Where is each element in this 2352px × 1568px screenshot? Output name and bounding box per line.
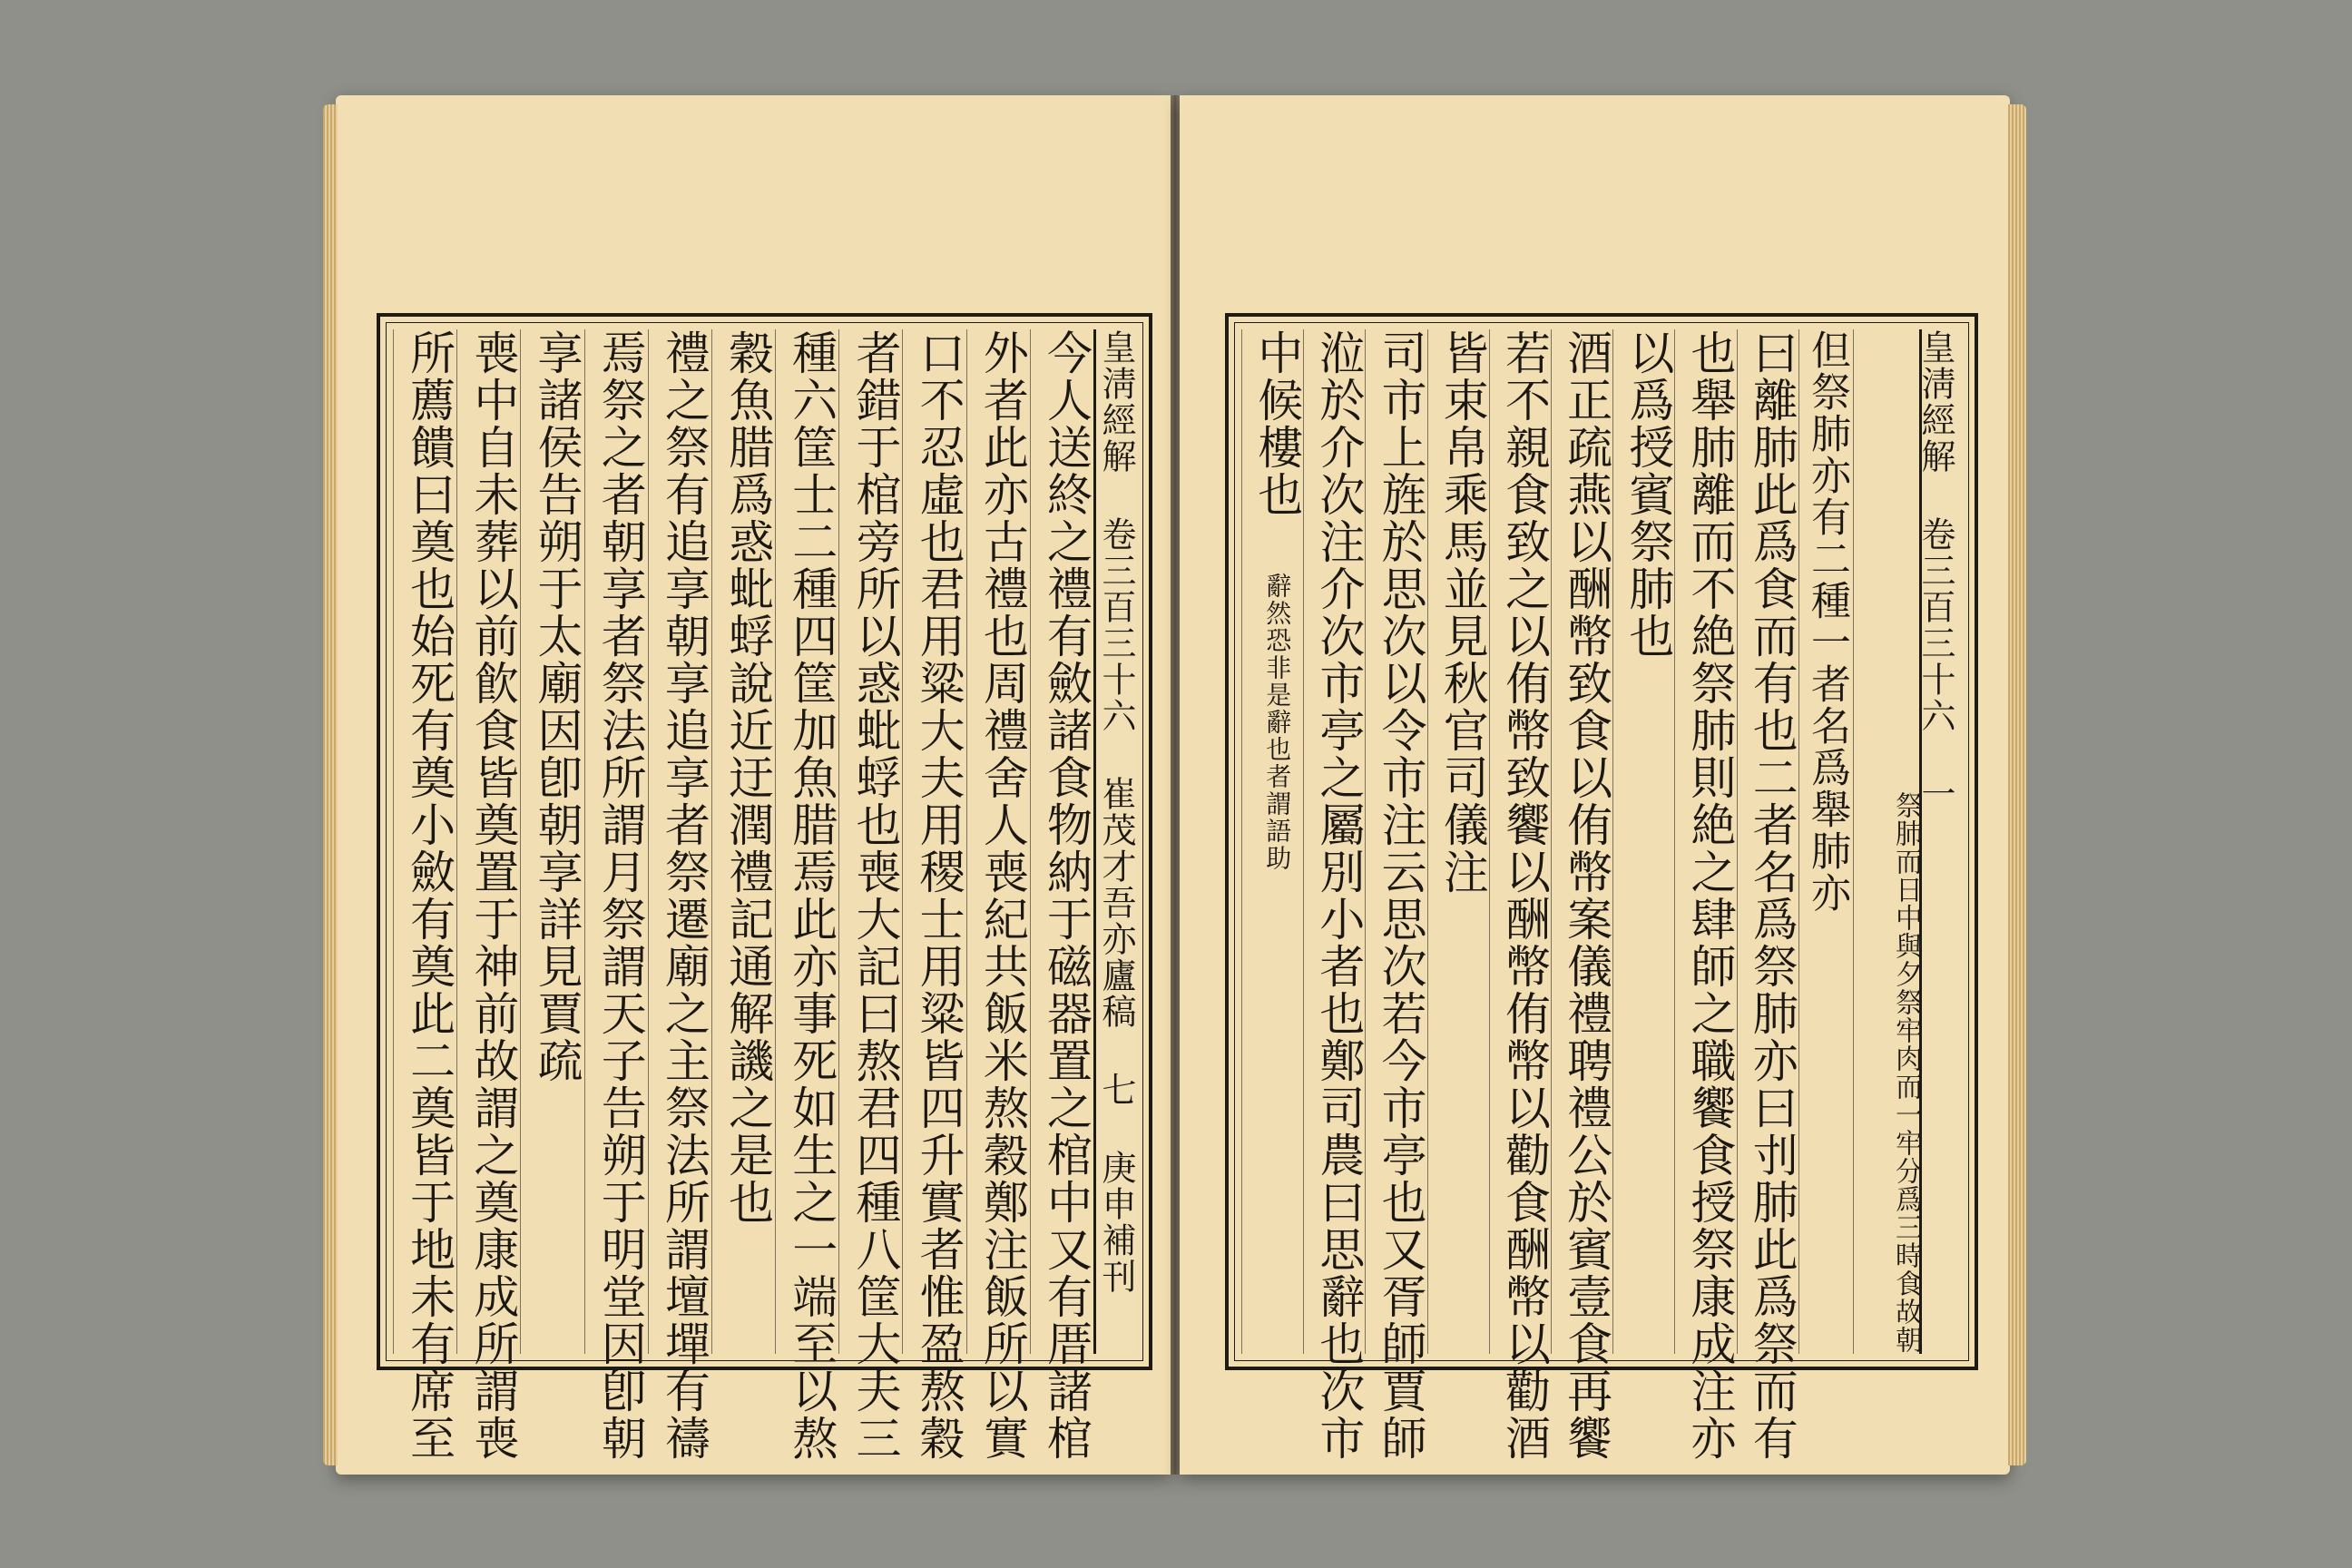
left-margin-column <box>1093 329 1136 1354</box>
text-column: 所薦饋曰奠也始死有奠小斂有奠此二奠皆于地未有席至 <box>393 329 456 1354</box>
right-text-frame <box>1225 313 1978 1462</box>
margin-volume: 卷三百三十六 <box>1096 516 1136 734</box>
text-column: 今人送終之禮有斂諸食物納于磁器置之棺中又有厝諸棺 <box>1030 329 1093 1354</box>
text-column: 焉祭之者朝享者祭法所謂月祭謂天子告朔于明堂因卽朝 <box>584 329 648 1354</box>
text-column: 酒正疏燕以酬幣致食以侑幣案儀禮聘禮公於賓壹食再饗 <box>1551 329 1612 1354</box>
left-page <box>336 95 1171 1475</box>
text-column: 也舉肺離而不絶祭肺則絶之肆師之職饗食授祭康成注亦 <box>1674 329 1736 1354</box>
open-book <box>336 95 2010 1475</box>
text-column: 口不忍虛也君用粱大夫用稷士用粱皆四升實者惟盈熬穀 <box>902 329 965 1354</box>
right-margin-column <box>1916 329 1962 1354</box>
commentary-small: 祭肺而日中與夕祭牢肉 <box>1890 791 1922 1073</box>
text-column: 以爲授賓祭肺也 <box>1612 329 1674 1354</box>
commentary-small: 辭然恐非是 <box>1262 573 1293 709</box>
commentary-pair <box>1262 573 1293 872</box>
main-text: 中候樓也 <box>1250 329 1304 518</box>
text-column: 種六筐士二種四筐加魚腊焉此亦事死如生之一端至以熬 <box>775 329 838 1354</box>
text-column: 皆束帛乘馬並見秋官司儀注 <box>1427 329 1489 1354</box>
text-column-annotated <box>1853 329 1922 1354</box>
margin-title: 皇淸經解 <box>1916 329 1955 475</box>
margin-title: 皇淸經解 <box>1096 329 1136 475</box>
text-column: 穀魚腊爲惑蚍蜉說近迂潤禮記通解譏之是也 <box>711 329 775 1354</box>
margin-volume: 卷三百三十六 <box>1916 516 1955 734</box>
text-column: 外者此亦古禮也周禮舍人喪紀共飯米熬穀鄭注飯所以實 <box>966 329 1030 1354</box>
text-column: 司市上旌於思次以令市注云思次若今市亭也又胥師賈師 <box>1365 329 1426 1354</box>
text-column: 享諸侯告朔于太廟因卽朝享詳見賈疏 <box>520 329 583 1354</box>
left-text-frame <box>377 313 1152 1462</box>
margin-page-no: 一 <box>1916 776 1955 812</box>
text-column-last <box>1241 329 1303 1354</box>
page-edges-right <box>2008 104 2026 1465</box>
margin-page-no: 七 <box>1096 1072 1136 1108</box>
commentary-small: 辭也者謂語助 <box>1262 709 1293 872</box>
page-edges-left <box>323 104 338 1465</box>
text-column-continued: 但祭肺亦有二種一者名爲舉肺亦 <box>1798 329 1853 1354</box>
text-column: 者錯于棺旁所以惑蚍蜉也喪大記曰熬君四種八筐大夫三 <box>838 329 902 1354</box>
text-column: 涖於介次注介次市亭之屬別小者也鄭司農曰思辭也次市 <box>1303 329 1365 1354</box>
margin-publisher: 庚申補刊 <box>1096 1150 1136 1295</box>
commentary-small: 而一牢分爲三時食故朝 <box>1890 1073 1922 1354</box>
text-column: 曰離肺此爲食而有也二者名爲祭肺亦曰刌肺此爲祭而有 <box>1737 329 1798 1354</box>
right-page <box>1180 95 2010 1475</box>
text-column: 若不親食致之以侑幣致饗以酬幣侑幣以勸食酬幣以勸酒 <box>1489 329 1551 1354</box>
text-column: 喪中自未葬以前飮食皆奠置于神前故謂之奠康成所謂喪 <box>456 329 520 1354</box>
margin-author: 崔茂才吾亦廬稿 <box>1096 776 1136 1030</box>
text-column: 禮之祭有追享朝享追享者祭遷廟之主祭法所謂壇墠有禱 <box>648 329 711 1354</box>
